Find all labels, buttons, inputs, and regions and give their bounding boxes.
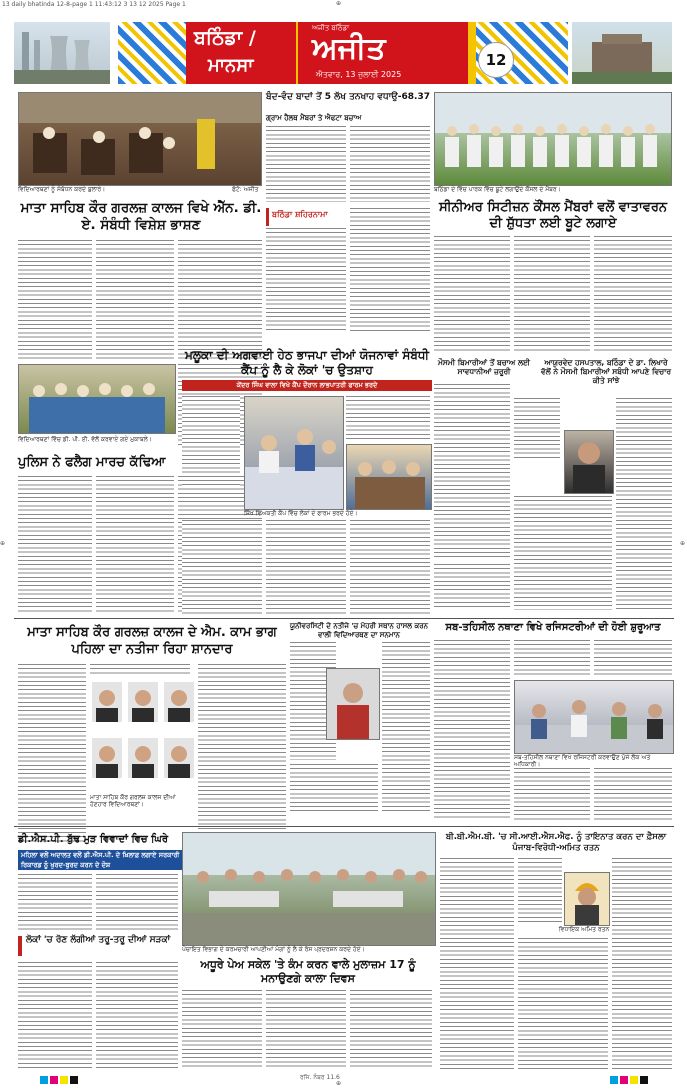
headline: ਯੂਨੀਵਰਸਿਟੀ ਦੇ ਨਤੀਜੇ 'ਚ ਮੋਹਰੀ ਸਥਾਨ ਹਾਸਲ ਕਰਨ ਵਾਲੀ ਵਿਦਿਆਰਥਣ ਦਾ ਸਨਮਾਨ xyxy=(290,622,428,639)
subheadline: ਮੌਸਮੀ ਬਿਮਾਰੀਆਂ ਤੋਂ ਬਚਾਅ ਲਈ ਸਾਵਧਾਨੀਆਂ ਜ਼ਰੂਰੀ xyxy=(438,358,530,376)
article-text xyxy=(514,236,590,352)
student-portrait xyxy=(326,668,380,740)
registration-mark-icon: ⊕ xyxy=(680,540,686,547)
article-text xyxy=(290,764,378,812)
article-text xyxy=(266,126,346,202)
article-text xyxy=(346,396,430,442)
registration-mark-icon: ⊕ xyxy=(336,1080,342,1087)
article-text xyxy=(96,874,178,930)
article-text xyxy=(90,664,190,676)
article-text xyxy=(594,768,672,820)
article-text xyxy=(182,396,240,488)
article-text xyxy=(198,664,286,844)
article-text xyxy=(518,858,562,922)
article-text xyxy=(178,240,262,360)
photo-credit: ਫੋਟੋ: ਅਜੀਤ xyxy=(232,186,259,193)
student-portraits xyxy=(90,680,194,792)
color-swatch xyxy=(640,1076,648,1084)
article-text xyxy=(18,664,86,844)
fort-photo xyxy=(572,22,672,84)
article-text xyxy=(382,642,430,812)
paper-name: ਅਜੀਤ xyxy=(312,31,386,66)
headline: ਬੰਦ-ਵੰਦ ਬਾਦਾਂ ਤੋਂ 5 ਲੱਖ ਤਨਖਾਹ ਵਧਾਉ-68.37 xyxy=(266,92,430,102)
registration-mark-icon: ⊕ xyxy=(0,540,6,547)
article-text xyxy=(434,564,510,610)
camp-photo xyxy=(244,396,344,510)
headline: ਲੋਕਾਂ 'ਚ ਰੋਣ ਲੱਗੀਆਂ ਤਰੂ-ਤਰੂ ਦੀਆਂ ਸੜਕਾਂ xyxy=(26,935,171,945)
article-text xyxy=(514,640,590,678)
article-text xyxy=(518,938,608,1070)
dateline-tag: ਬਠਿੰਡਾ ਸ਼ਹਿਰਨਾਮਾ xyxy=(272,210,328,219)
article-text xyxy=(350,990,432,1070)
article-text xyxy=(616,398,672,610)
headline: ਪੁਲਿਸ ਨੇ ਫਲੈਗ ਮਾਰਚ ਕੱਢਿਆ xyxy=(18,455,166,470)
headline: ਆਯੁਰਵੇਦ ਹਸਪਤਾਲ, ਬਠਿੰਡਾ ਦੇ ਡਾ. ਲਿਖਾਰੇ ਵੱਲੋਂ ਨੇ ਮੌਸਮੀ ਬਿਮਾਰੀਆਂ ਸਬੰਧੀ ਆਪਣੇ ਵਿਚਾਰ ਕੀਤੇ ਸਾਂਝੇ xyxy=(540,358,671,385)
color-swatch xyxy=(60,1076,68,1084)
article-text xyxy=(96,240,174,360)
headline: ਅਧੂਰੇ ਪੇਅ ਸਕੇਲ 'ਤੇ ਕੰਮ ਕਰਨ ਵਾਲੇ ਮੁਲਾਜ਼ਮ 17 ਨੂੰ ਮਨਾਉਣਗੇ ਕਾਲਾ ਦਿਵਸ xyxy=(200,958,416,985)
article-text xyxy=(434,236,510,352)
headline: ਡੀ.ਐਸ.ਪੀ. ਬੁੱਢ ਮੁੜ ਵਿਵਾਦਾਂ ਵਿਚ ਘਿਰੇ xyxy=(18,834,169,845)
headline: ਸਬ-ਤਹਿਸੀਲ ਨਥਾਣਾ ਵਿਖੇ ਰਜਿਸਟਰੀਆਂ ਦੀ ਹੋਈ ਸ਼ੁਰੂਆਤ xyxy=(445,622,661,633)
color-swatch xyxy=(630,1076,638,1084)
headline: ਮਾਤਾ ਸਾਹਿਬ ਕੌਰ ਗਰਲਜ਼ ਕਾਲਜ ਵਿਖੇ ਐੱਨ. ਡੀ. ਏ. ਸੰਬੰਧੀ ਵਿਸ਼ੇਸ਼ ਭਾਸ਼ਣ xyxy=(20,200,262,233)
issue-date: ਐਤਵਾਰ, 13 ਜੁਲਾਈ 2025 xyxy=(316,70,402,79)
article-text xyxy=(440,858,514,1070)
footer-text: ਰਜਿ. ਨੰਬਰ 11.6 xyxy=(300,1074,340,1081)
article-text xyxy=(18,962,92,1070)
article-text xyxy=(514,768,590,820)
classroom-photo xyxy=(18,92,262,186)
registry-photo xyxy=(514,680,674,754)
photo-caption: ਮਾਤਾ ਸਾਹਿਬ ਕੌਰ ਗਰਲਜ਼ ਕਾਲਜ ਦੀਆਂ ਹੋਣਹਾਰ ਵਿਦਿਆਰਥਣਾਂ। xyxy=(90,794,176,808)
subheadline: ਗ੍ਰਾਮ ਹੈਲਥ ਮੈਂਬਰਾਂ ਤੇ ਐਫਟਾ ਬਚਾਅ xyxy=(266,114,362,122)
divider xyxy=(14,826,674,827)
section-marker xyxy=(18,936,22,956)
page-number: 12 xyxy=(485,51,507,69)
article-text xyxy=(612,858,672,1070)
headline: ਸੀਨੀਅਰ ਸਿਟੀਜ਼ਨ ਕੌਂਸਲ ਮੈਂਬਰਾਂ ਵਲੋਂ ਵਾਤਾਵਰਨ ਦੀ ਸ਼ੁੱਧਤਾ ਲਈ ਬੂਟੇ ਲਗਾਏ xyxy=(438,200,668,231)
dateline-marker xyxy=(266,208,269,226)
divider xyxy=(14,618,674,619)
section-box xyxy=(186,22,296,84)
camp-photo-2 xyxy=(346,444,432,510)
paper-name-box xyxy=(298,22,468,84)
article-text xyxy=(350,126,430,202)
color-swatch xyxy=(50,1076,58,1084)
article-text xyxy=(18,476,92,614)
article-text xyxy=(266,520,346,614)
headline: ਬੀ.ਬੀ.ਐਮ.ਬੀ. 'ਚ ਸੀ.ਆਈ.ਐਸ.ਐਫ. ਨੂੰ ਤਾਇਨਾਤ ਕਰਨ ਦਾ ਫ਼ੈਸਲਾ ਪੰਜਾਬ-ਵਿਰੋਧੀ-ਅਮਿਤ ਰਤਨ xyxy=(445,832,667,853)
photo-caption: ਵਿਦਿਆਰਥਣਾਂ ਨੂੰ ਸੰਬੋਧਨ ਕਰਦੇ ਬੁਲਾਰੇ। xyxy=(18,186,106,193)
article-text xyxy=(96,962,178,1070)
doctor-portrait xyxy=(564,430,614,494)
protest-march-photo xyxy=(182,832,436,946)
headline: ਮਾਤਾ ਸਾਹਿਬ ਕੌਰ ਗਰਲਜ਼ ਕਾਲਜ ਦੇ ਐਮ. ਕਾਮ ਭਾਗ ਪਹਿਲਾ ਦਾ ਨਤੀਜਾ ਰਿਹਾ ਸ਼ਾਨਦਾਰ xyxy=(27,625,277,657)
article-text xyxy=(594,640,672,678)
article-text xyxy=(350,520,430,614)
color-swatch xyxy=(620,1076,628,1084)
photo-caption: ਸਬ-ਤਹਿਸੀਲ ਨਥਾਣਾ ਵਿਖੇ ਰਜਿਸਟਰੀ ਕਰਵਾਉਣ ਪੁੱਜੇ ਲੋਕ ਅਤੇ ਅਧਿਕਾਰੀ। xyxy=(514,754,651,768)
article-text xyxy=(266,228,346,332)
article-text xyxy=(514,398,560,458)
registration-mark-icon: ⊕ xyxy=(336,0,342,7)
article-text xyxy=(350,208,430,332)
color-swatch xyxy=(70,1076,78,1084)
photo-caption: ਵਿਧਾਇਕ ਅਮਿਤ ਰਤਨ xyxy=(558,926,610,933)
section-name-line1: ਬਠਿੰਡਾ / xyxy=(194,27,256,49)
highlight-bar: ਕੇਂਦਰ ਸਿੰਘ ਵਾਲਾ ਵਿਖੇ ਕੈਂਪ ਦੌਰਾਨ ਲਾਭਪਾਤਰੀ ਫਾਰਮ ਭਰਦੇ xyxy=(182,380,432,391)
logo-top: ਅਜੀਤ ਬਠਿੰਡਾ xyxy=(312,24,350,32)
photo-caption: ਵਿਦਿਆਰਥਣਾਂ ਵਿੱਚ ਡੀ. ਪੀ. ਈ. ਵੱਲੋਂ ਕਰਵਾਏ ਗਏ ਮੁਕਾਬਲੇ। xyxy=(18,436,152,443)
article-text xyxy=(18,240,92,360)
article-text xyxy=(434,384,510,560)
article-text xyxy=(182,990,262,1070)
page-number-badge xyxy=(478,42,514,78)
photo-caption: ਪੰਚਾਇਤ ਵਿਭਾਗ ਦੇ ਕਰਮਚਾਰੀ ਆਪਣੀਆਂ ਮੰਗਾਂ ਨੂੰ ਲੈ ਕੇ ਰੋਸ ਪ੍ਰਦਰਸ਼ਨ ਕਰਦੇ ਹੋਏ। xyxy=(182,946,365,953)
photo-caption: ਬਠਿੰਡਾ ਦੇ ਵਿੱਚ ਪਾਰਕ ਵਿੱਚ ਬੂਟੇ ਲਗਾਉਂਦੇ ਕੌਂਸਲ ਦੇ ਮੈਂਬਰ। xyxy=(434,186,561,193)
photo-caption: ਸਿੱਖ ਵਿਅਕਤੀ ਕੈਂਪ ਵਿੱਚ ਲੋਕਾਂ ਦੇ ਫਾਰਮ ਭਰਦੇ ਹੋਏ। xyxy=(244,510,358,517)
article-text xyxy=(434,640,510,820)
mla-portrait xyxy=(564,872,610,926)
seniors-photo xyxy=(434,92,672,186)
power-plant-photo xyxy=(14,22,110,84)
article-text xyxy=(96,476,174,614)
article-text xyxy=(182,520,262,614)
article-text xyxy=(18,874,92,930)
article-text xyxy=(266,990,346,1070)
highlight-bar: ਮਹਿਲਾ ਵਲੋਂ ਅਦਾਲਤ ਵਲੋਂ ਡੀ.ਐਸ.ਪੀ. ਦੇ ਖ਼ਿਲਾਫ਼ ਲਗਾਏ ਸਰਕਾਰੀ ਰਿਕਾਰਡ ਨੂੰ ਖੁਰਦ-ਬੁਰਦ ਕਰਨ ਦੇ ਦੋਸ਼ xyxy=(18,850,186,870)
article-text xyxy=(514,496,612,610)
section-name-line2: ਮਾਨਸਾ xyxy=(208,55,254,76)
print-slug: 13 daily bhatinda 12-8-page 1 11:43:12 3 13 12 2025 Page 1 xyxy=(2,1,186,8)
color-swatch xyxy=(40,1076,48,1084)
students-photo xyxy=(18,364,176,434)
headline: ਮਲੂਕਾ ਦੀ ਅਗਵਾਈ ਹੇਠ ਭਾਜਪਾ ਦੀਆਂ ਯੋਜਨਾਵਾਂ ਸੰਬੰਧੀ ਕੈਂਪ ਨੂੰ ਲੈ ਕੇ ਲੋਕਾਂ 'ਚ ਉਤਸ਼ਾਹ xyxy=(184,348,429,377)
color-swatch xyxy=(610,1076,618,1084)
article-text xyxy=(594,236,672,352)
